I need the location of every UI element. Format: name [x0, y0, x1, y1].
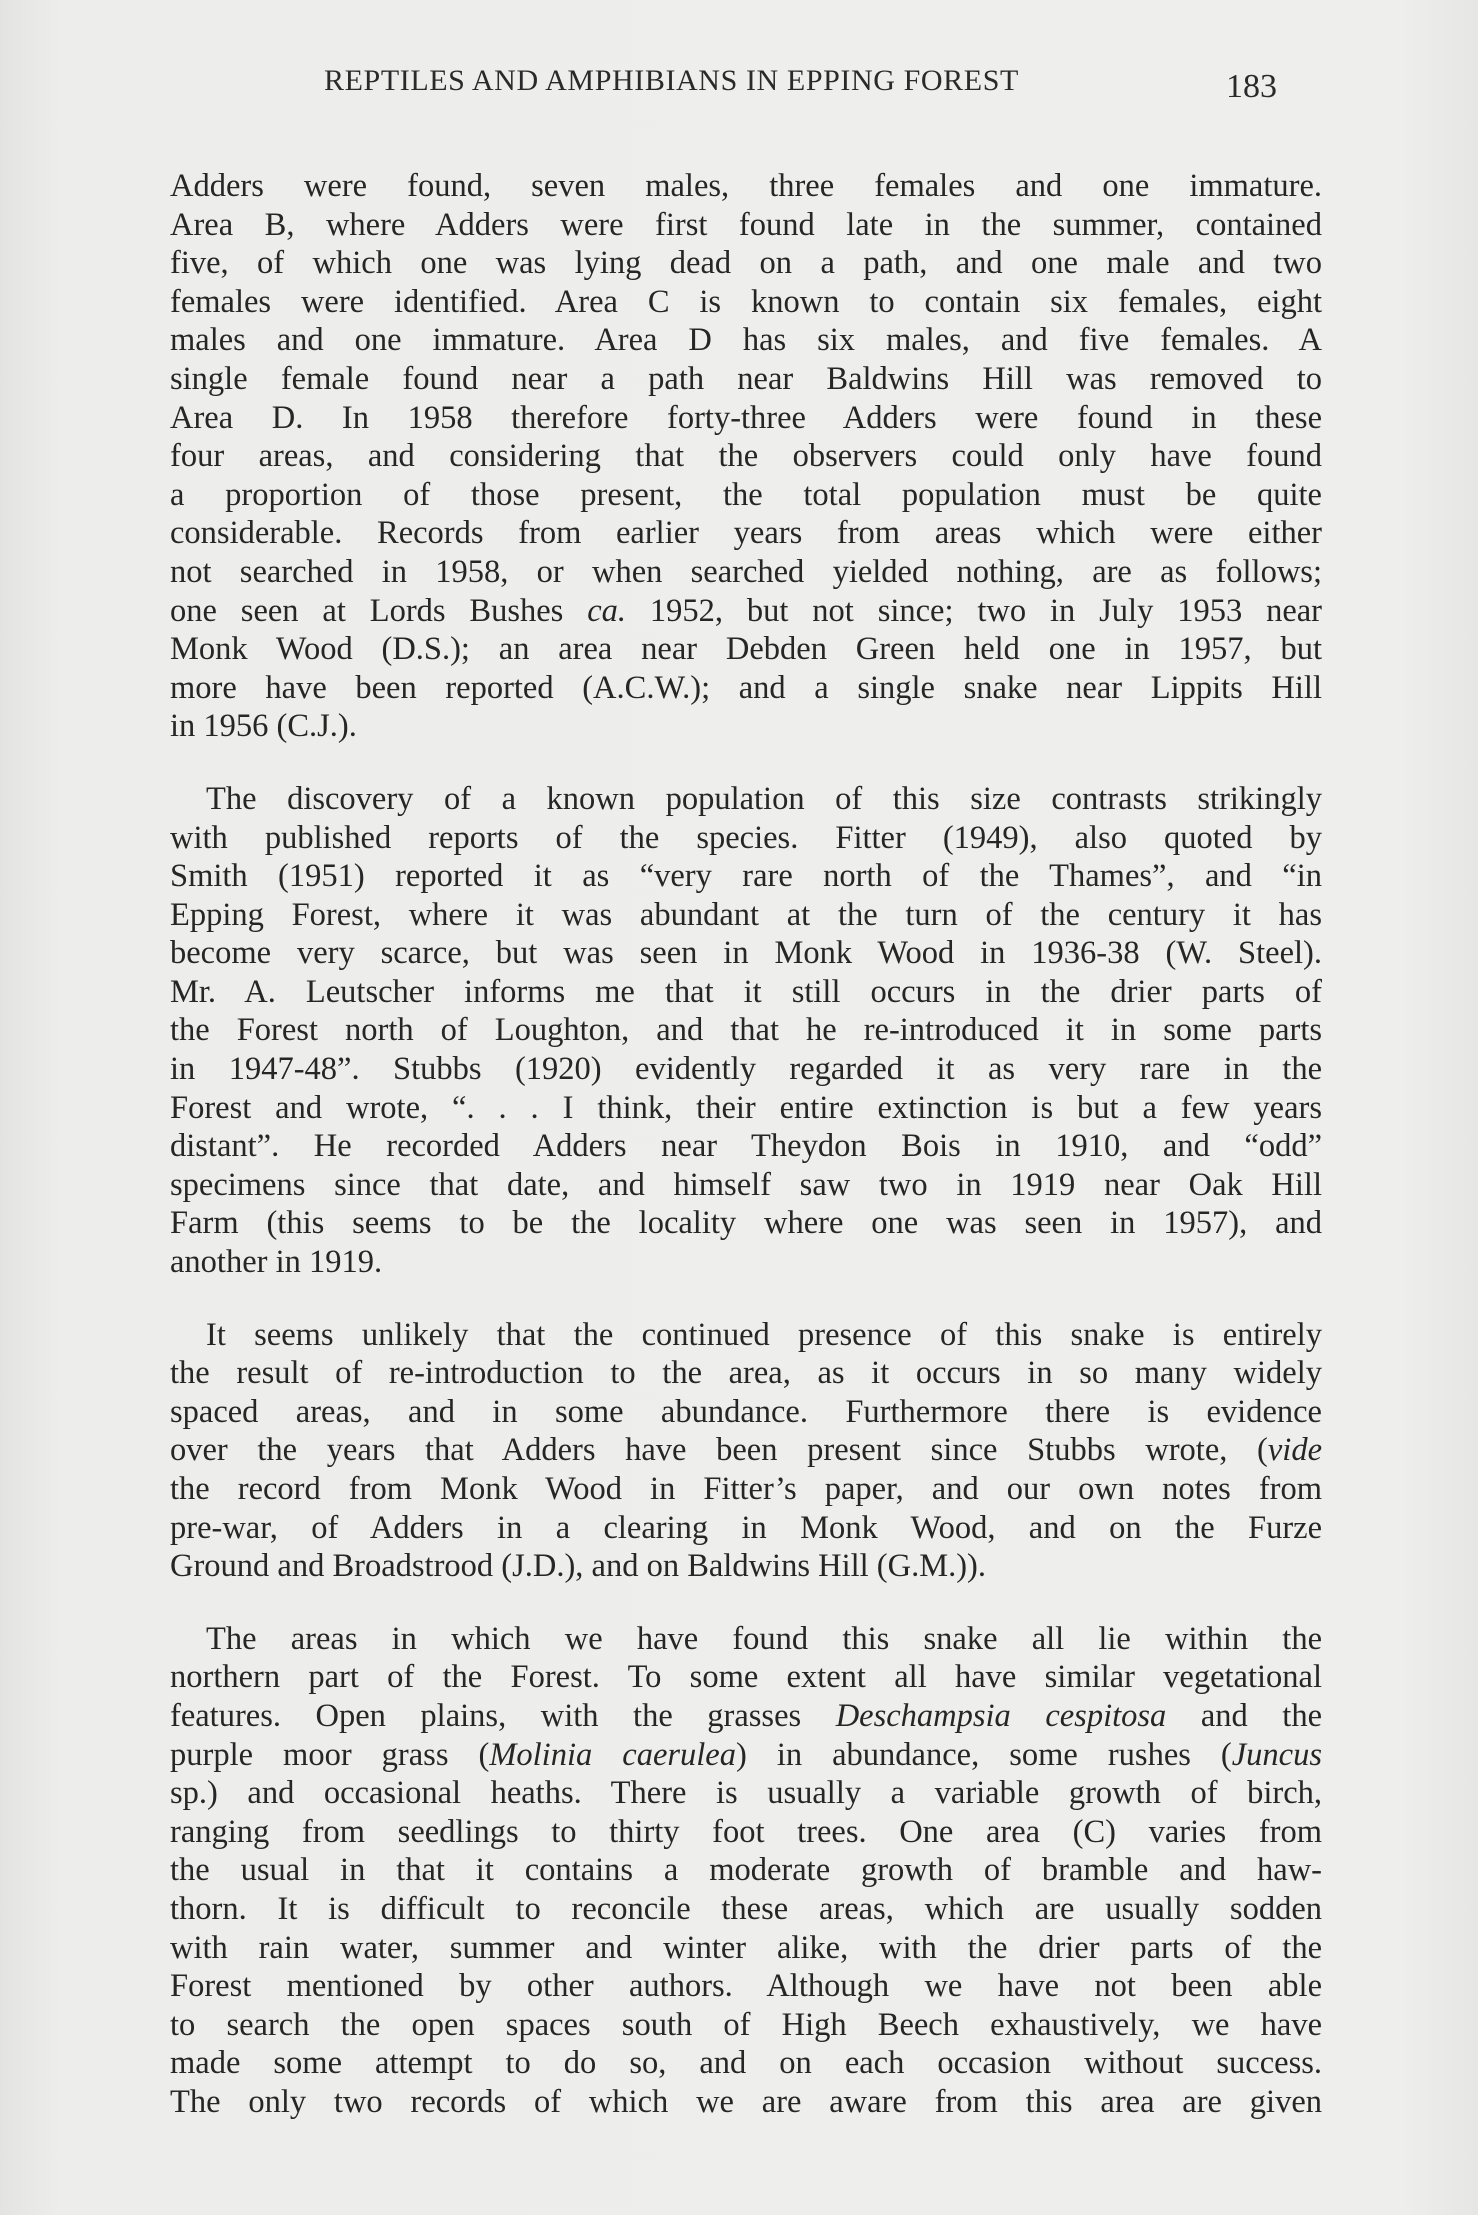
- italic-abbreviation: ca.: [587, 592, 627, 629]
- text-line: thorn. It is difficult to reconcile these areas, which are usually sodden: [170, 1890, 1322, 1927]
- paragraph-adder-counts: [170, 167, 1322, 746]
- text-line: [170, 1736, 1322, 1775]
- paragraph-reintroduction: [170, 1316, 1322, 1586]
- species-name: Molinia caerulea: [489, 1736, 736, 1773]
- text-line: Area D. In 1958 therefore forty-three Adders were found in these: [170, 399, 1322, 436]
- text-line: It seems unlikely that the continued presence of this snake is entirely: [206, 1316, 1322, 1353]
- body-text: [170, 167, 1322, 2122]
- text-line: the usual in that it contains a moderate growth of bramble and haw-: [170, 1852, 1322, 1889]
- text-run: features. Open plains, with the grasses: [170, 1697, 836, 1734]
- text-line: the Forest north of Loughton, and that he re-introduced it in some parts: [170, 1012, 1322, 1049]
- text-line: to search the open spaces south of High Beech exhaustively, we have: [170, 2006, 1322, 2043]
- text-line: made some attempt to do so, and on each occasion without success.: [170, 2045, 1322, 2082]
- text-line: another in 1919.: [170, 1244, 383, 1281]
- text-run: one seen at Lords Bushes: [170, 592, 588, 629]
- text-line: spaced areas, and in some abundance. Furthermore there is evidence: [170, 1393, 1322, 1430]
- genus-name: Juncus: [1231, 1736, 1322, 1773]
- text-line: more have been reported (A.C.W.); and a single snake near Lippits Hill: [170, 669, 1322, 706]
- paragraph-spacing: [170, 1586, 1322, 1620]
- text-line: Epping Forest, where it was abundant at the turn of the century it has: [170, 896, 1322, 933]
- text-line: with published reports of the species. Fitter (1949), also quoted by: [170, 819, 1322, 856]
- text-line: sp.) and occasional heaths. There is usually a variable growth of birch,: [170, 1775, 1322, 1812]
- paragraph-habitat: [170, 1620, 1322, 2122]
- text-run: purple moor grass (: [170, 1736, 490, 1773]
- text-line: in 1947-48”. Stubbs (1920) evidently regarded it as very rare in the: [170, 1051, 1322, 1088]
- text-line: Forest and wrote, “. . . I think, their entire extinction is but a few years: [170, 1089, 1322, 1126]
- text-line: Area B, where Adders were first found late in the summer, contained: [170, 206, 1322, 243]
- page-number: 183: [1226, 68, 1277, 105]
- text-line: become very scarce, but was seen in Monk Wood in 1936-38 (W. Steel).: [170, 935, 1322, 972]
- text-run: ) in abundance, some rushes (: [735, 1736, 1232, 1773]
- text-line: Monk Wood (D.S.); an area near Debden Green held one in 1957, but: [170, 631, 1322, 668]
- text-line: specimens since that date, and himself saw two in 1919 near Oak Hill: [170, 1166, 1322, 1203]
- paragraph-published-reports: [170, 780, 1322, 1282]
- text-line: Forest mentioned by other authors. Although we have not been able: [170, 1968, 1322, 2005]
- text-line: females were identified. Area C is known to contain six females, eight: [170, 283, 1322, 320]
- text-run: and the: [1166, 1697, 1322, 1734]
- text-line: [170, 592, 1322, 631]
- text-line: the record from Monk Wood in Fitter’s paper, and our own notes from: [170, 1471, 1322, 1507]
- text-line: [170, 1431, 1322, 1470]
- species-name: Deschampsia cespitosa: [835, 1697, 1167, 1734]
- text-line: northern part of the Forest. To some extent all have similar vegetational: [170, 1659, 1322, 1696]
- text-line: pre-war, of Adders in a clearing in Monk Wood, and on the Furze: [170, 1509, 1322, 1546]
- text-line: a proportion of those present, the total population must be quite: [170, 476, 1322, 513]
- text-line: Farm (this seems to be the locality where one was seen in 1957), and: [170, 1205, 1322, 1242]
- text-line: in 1956 (C.J.).: [170, 708, 357, 745]
- text-line: the result of re-introduction to the area, as it occurs in so many widely: [170, 1355, 1322, 1392]
- text-line: [170, 1697, 1322, 1736]
- text-line: five, of which one was lying dead on a path, and one male and two: [170, 245, 1322, 282]
- text-line: single female found near a path near Baldwins Hill was removed to: [170, 360, 1322, 397]
- text-line: not searched in 1958, or when searched yielded nothing, are as follows;: [170, 553, 1322, 590]
- text-line: males and one immature. Area D has six males, and five females. A: [170, 322, 1322, 359]
- italic-term: vide: [1267, 1432, 1322, 1469]
- text-line: four areas, and considering that the observers could only have found: [170, 438, 1322, 475]
- text-line: Ground and Broadstrood (J.D.), and on Baldwins Hill (G.M.)).: [170, 1548, 987, 1585]
- paragraph-spacing: [170, 1282, 1322, 1316]
- paragraph-spacing: [170, 746, 1322, 780]
- text-line: distant”. He recorded Adders near Theydon Bois in 1910, and “odd”: [170, 1128, 1322, 1165]
- text-line: Smith (1951) reported it as “very rare north of the Thames”, and “in: [170, 858, 1322, 895]
- text-run: 1952, but not since; two in July 1953 near: [626, 592, 1322, 629]
- text-line: Adders were found, seven males, three females and one immature.: [170, 168, 1322, 204]
- text-line: The areas in which we have found this snake all lie within the: [206, 1620, 1322, 1657]
- text-line: Mr. A. Leutscher informs me that it still occurs in the drier parts of: [170, 973, 1322, 1010]
- text-line: ranging from seedlings to thirty foot trees. One area (C) varies from: [170, 1813, 1322, 1850]
- text-line: considerable. Records from earlier years from areas which were either: [170, 515, 1322, 552]
- text-line: The only two records of which we are aware from this area are given: [170, 2083, 1322, 2120]
- text-line: with rain water, summer and winter alike, with the drier parts of the: [170, 1929, 1322, 1966]
- text-run: over the years that Adders have been present since Stubbs wrote, (: [170, 1432, 1268, 1469]
- running-head: REPTILES AND AMPHIBIANS IN EPPING FOREST: [324, 64, 1019, 97]
- text-line: The discovery of a known population of this size contrasts strikingly: [206, 780, 1322, 817]
